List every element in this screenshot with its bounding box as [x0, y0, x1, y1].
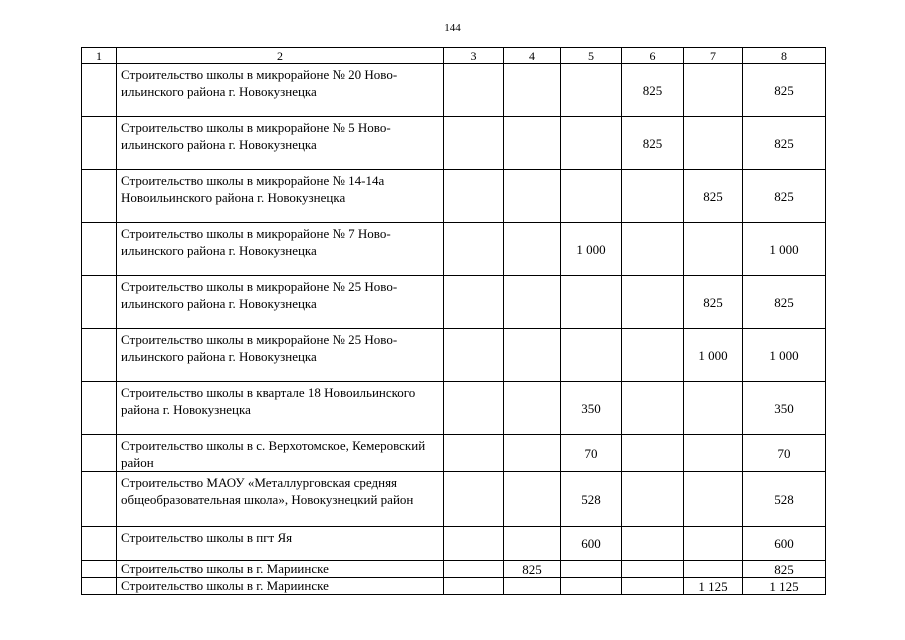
table-row	[82, 64, 826, 117]
row-number	[82, 223, 117, 276]
table-row	[82, 223, 826, 276]
value-col3	[444, 64, 504, 117]
value-col3	[444, 435, 504, 472]
value-col3	[444, 329, 504, 382]
value-col6	[622, 329, 684, 382]
value-col7: 825	[684, 276, 743, 329]
value-col4	[504, 223, 561, 276]
row-number	[82, 527, 117, 561]
value-col5	[561, 578, 622, 595]
row-number	[82, 435, 117, 472]
project-name: Строительство школы в микрорайоне № 7 Ново-ильинского района г. Новокузнецка	[117, 223, 444, 276]
value-col6	[622, 382, 684, 435]
value-col8: 825	[743, 64, 826, 117]
value-col5: 350	[561, 382, 622, 435]
row-number	[82, 117, 117, 170]
table-row	[82, 117, 826, 170]
col-header: 5	[561, 48, 622, 64]
value-col7	[684, 561, 743, 578]
value-col6	[622, 472, 684, 527]
value-col5: 528	[561, 472, 622, 527]
value-col5	[561, 64, 622, 117]
value-col7: 825	[684, 170, 743, 223]
project-name: Строительство школы в микрорайоне № 20 Ново-ильинского района г. Новокузнецка	[117, 64, 444, 117]
value-col3	[444, 276, 504, 329]
value-col5	[561, 329, 622, 382]
value-col7	[684, 64, 743, 117]
project-name: Строительство школы в микрорайоне № 5 Ново-ильинского района г. Новокузнецка	[117, 117, 444, 170]
row-number	[82, 578, 117, 595]
value-col5	[561, 276, 622, 329]
col-header: 1	[82, 48, 117, 64]
value-col6	[622, 435, 684, 472]
project-name: Строительство школы в квартале 18 Новоильинского района г. Новокузнецка	[117, 382, 444, 435]
value-col7	[684, 527, 743, 561]
value-col8: 825	[743, 561, 826, 578]
value-col7	[684, 435, 743, 472]
value-col7	[684, 117, 743, 170]
value-col6	[622, 527, 684, 561]
row-number	[82, 561, 117, 578]
value-col6: 825	[622, 64, 684, 117]
value-col8: 1 125	[743, 578, 826, 595]
table-row	[82, 561, 826, 578]
value-col4: 825	[504, 561, 561, 578]
value-col5: 600	[561, 527, 622, 561]
project-name: Строительство школы в с. Верхотомское, Кемеровский район	[117, 435, 444, 472]
row-number	[82, 276, 117, 329]
value-col3	[444, 382, 504, 435]
value-col4	[504, 578, 561, 595]
value-col7	[684, 472, 743, 527]
project-name: Строительство школы в микрорайоне № 14-14а Новоильинского района г. Новокузнецка	[117, 170, 444, 223]
project-name: Строительство школы в г. Мариинске	[117, 578, 444, 595]
table-row	[82, 472, 826, 527]
value-col5	[561, 561, 622, 578]
value-col3	[444, 117, 504, 170]
table-row	[82, 329, 826, 382]
table-row	[82, 170, 826, 223]
project-name: Строительство школы в микрорайоне № 25 Ново-ильинского района г. Новокузнецка	[117, 276, 444, 329]
header-row	[82, 48, 826, 64]
value-col4	[504, 472, 561, 527]
table-row	[82, 527, 826, 561]
value-col5	[561, 117, 622, 170]
col-header: 8	[743, 48, 826, 64]
value-col7	[684, 382, 743, 435]
value-col6	[622, 578, 684, 595]
value-col6	[622, 223, 684, 276]
value-col4	[504, 117, 561, 170]
value-col3	[444, 170, 504, 223]
table-row	[82, 276, 826, 329]
row-number	[82, 170, 117, 223]
project-name: Строительство школы в микрорайоне № 25 Ново-ильинского района г. Новокузнецка	[117, 329, 444, 382]
row-number	[82, 64, 117, 117]
table-row	[82, 435, 826, 472]
row-number	[82, 329, 117, 382]
value-col3	[444, 578, 504, 595]
value-col4	[504, 170, 561, 223]
value-col8: 1 000	[743, 329, 826, 382]
value-col8: 1 000	[743, 223, 826, 276]
project-name: Строительство МАОУ «Металлурговская средняя общеобразовательная школа», Новокузнецкий район	[117, 472, 444, 527]
value-col7	[684, 223, 743, 276]
row-number	[82, 382, 117, 435]
table-row	[82, 382, 826, 435]
row-number	[82, 472, 117, 527]
col-header: 2	[117, 48, 444, 64]
value-col8: 825	[743, 117, 826, 170]
value-col4	[504, 435, 561, 472]
value-col6	[622, 276, 684, 329]
col-header: 4	[504, 48, 561, 64]
value-col5	[561, 170, 622, 223]
value-col3	[444, 472, 504, 527]
value-col5: 1 000	[561, 223, 622, 276]
value-col6	[622, 561, 684, 578]
value-col5: 70	[561, 435, 622, 472]
table-row	[82, 578, 826, 595]
page-number: 144	[444, 22, 461, 34]
value-col7: 1 125	[684, 578, 743, 595]
value-col7: 1 000	[684, 329, 743, 382]
value-col4	[504, 276, 561, 329]
col-header: 6	[622, 48, 684, 64]
value-col4	[504, 64, 561, 117]
value-col6	[622, 170, 684, 223]
value-col8: 528	[743, 472, 826, 527]
value-col4	[504, 382, 561, 435]
value-col6: 825	[622, 117, 684, 170]
value-col8: 825	[743, 276, 826, 329]
value-col3	[444, 223, 504, 276]
value-col4	[504, 329, 561, 382]
col-header: 3	[444, 48, 504, 64]
financing-table	[81, 47, 826, 595]
value-col3	[444, 527, 504, 561]
value-col8: 350	[743, 382, 826, 435]
value-col3	[444, 561, 504, 578]
value-col8: 70	[743, 435, 826, 472]
value-col8: 825	[743, 170, 826, 223]
project-name: Строительство школы в пгт Яя	[117, 527, 444, 561]
value-col8: 600	[743, 527, 826, 561]
project-name: Строительство школы в г. Мариинске	[117, 561, 444, 578]
col-header: 7	[684, 48, 743, 64]
value-col4	[504, 527, 561, 561]
